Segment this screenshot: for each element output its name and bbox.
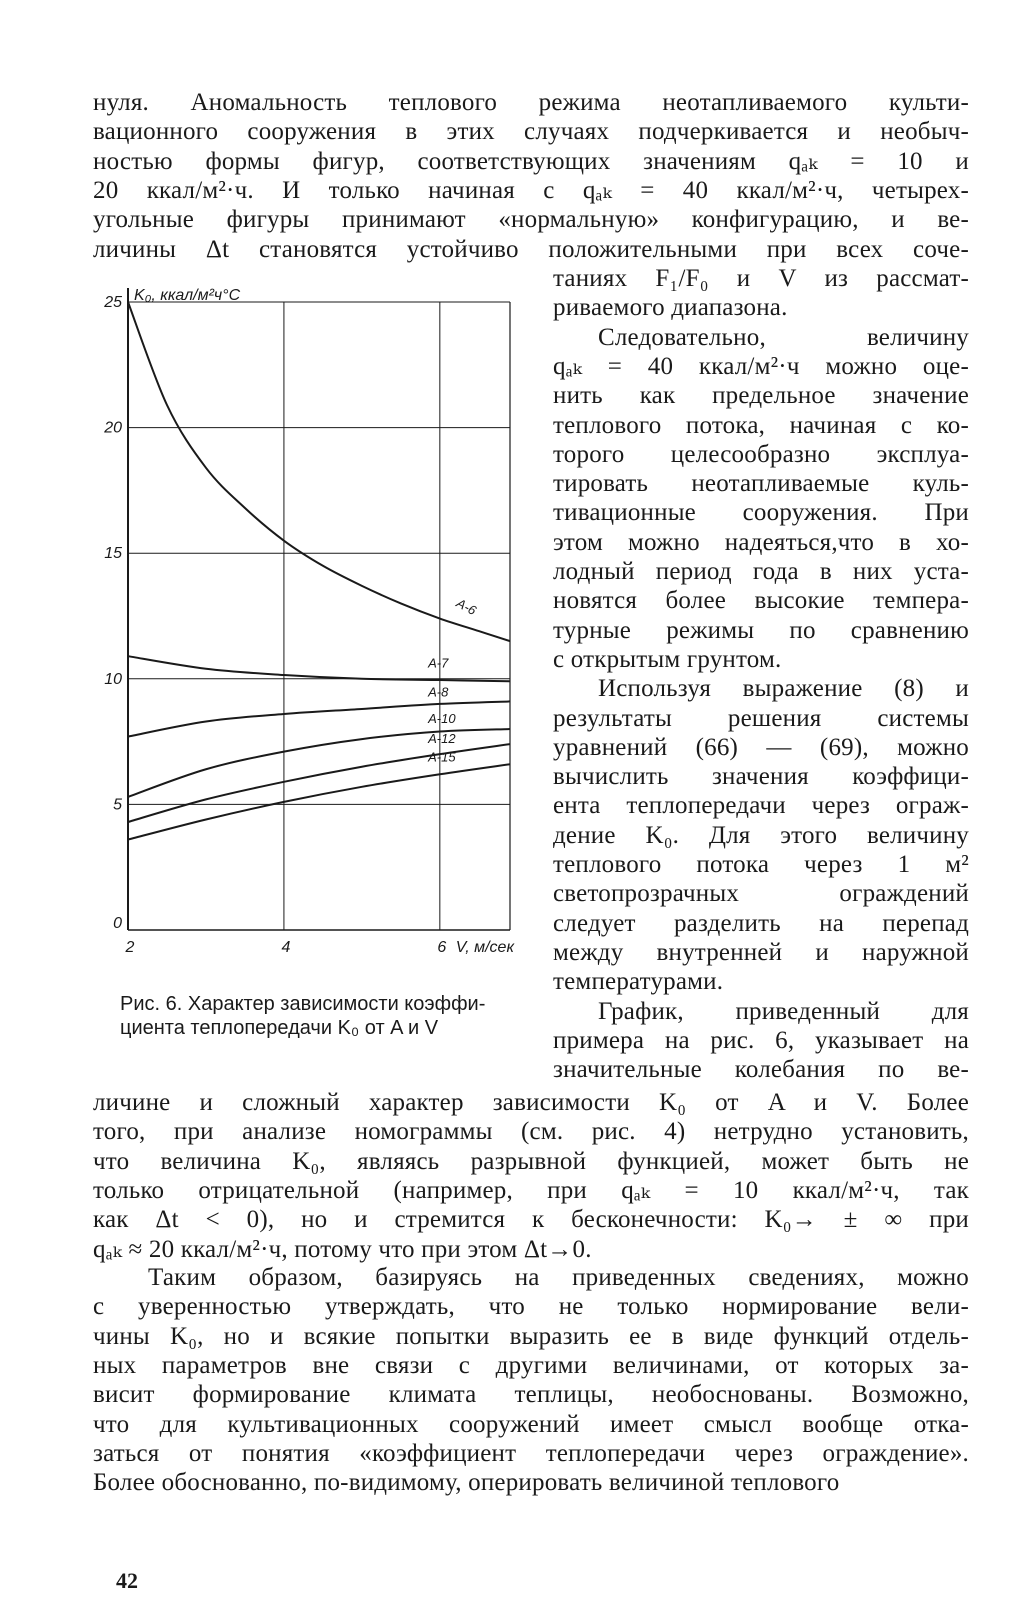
text-line: чины K₀, но и всякие попытки выразить ее в виде функций отдель- <box>93 1322 969 1350</box>
text-line: тировать неотапливаемые куль- <box>553 470 969 498</box>
text-line: следует разделить на перепад <box>553 909 969 937</box>
y-tick-label: 25 <box>104 294 122 311</box>
text-line: нить как предельное значение <box>553 382 969 410</box>
text-line: Следовательно, величину <box>598 323 969 351</box>
curve-label: A-10 <box>428 710 456 726</box>
figure-caption <box>120 992 510 1040</box>
text-line: этом можно надеяться,что в хо- <box>553 528 969 556</box>
text-line: с уверенностью утверждать, что не только нормирование вели- <box>93 1293 969 1321</box>
text-line: дение K₀. Для этого величину <box>553 821 969 849</box>
text-line: с открытым грунтом. <box>553 645 782 673</box>
text-line: ента теплопередачи через ограж- <box>553 792 969 820</box>
text-line: ных параметров вне связи с другими величинами, от которых за- <box>93 1351 969 1379</box>
x-axis-label: V, м/сек <box>455 939 514 956</box>
text-line: Более обоснованно, по-видимому, оперировать величиной теплового <box>93 1469 840 1497</box>
text-line: что величина K₀, являясь разрывной функцией, может быть не <box>93 1147 969 1175</box>
text-line: График, приведенный для <box>598 997 969 1025</box>
text-line: турные режимы по сравнению <box>553 616 969 644</box>
text-line: вычислить значения коэффици- <box>553 763 969 791</box>
y-tick-label: 10 <box>104 670 122 688</box>
y-tick-label: 0 <box>113 915 122 932</box>
text-line: заться от понятия «коэффициент теплопередачи через ограждение». <box>93 1439 969 1467</box>
text-line: Таким образом, базируясь на приведенных сведениях, можно <box>148 1264 969 1291</box>
text-line: что для культивационных сооружений имеет смысл вообще отка- <box>93 1410 969 1438</box>
text-line: висит формирование климата теплицы, необоснованы. Возможно, <box>93 1381 969 1409</box>
text-line: угольные фигуры принимают «нормальную» конфигурацию, и ве- <box>93 206 969 234</box>
curve-label: A-15 <box>428 749 456 765</box>
y-tick-label: 5 <box>113 796 122 814</box>
caption-line-1: Рис. 6. Характер зависимости коэффи- <box>120 993 486 1015</box>
y-tick-label: 20 <box>104 419 122 437</box>
text-line: теплового потока через 1 м² <box>553 851 969 878</box>
text-line: новятся более высокие темпера- <box>553 587 969 615</box>
x-tick-label: 4 <box>281 939 291 956</box>
text-line: вационного сооружения в этих случаях подчеркивается и необыч- <box>93 118 969 146</box>
figure-6-chart <box>100 282 520 982</box>
text-line: как Δt < 0), но и стремится к бесконечности: K₀→ ± ∞ при <box>93 1206 969 1234</box>
text-line: таниях F₁/F₀ и V из рассмат- <box>553 265 969 292</box>
curve-a-7 <box>128 656 510 681</box>
caption-line-2: циента теплопередачи K₀ от A и V <box>120 1017 439 1039</box>
text-line: 20 ккал/м²·ч. И только начиная с qₐₖ = 40 ккал/м²·ч, четырех- <box>93 176 969 204</box>
text-line: результаты решения системы <box>553 704 969 732</box>
text-line: личине и сложный характер зависимости K₀ от A и V. Более <box>93 1089 969 1116</box>
text-line: того, при анализе номограммы (см. рис. 4) нетрудно установить, <box>93 1118 969 1146</box>
curve-label: A-7 <box>428 655 449 671</box>
curve-label: A-6 <box>454 595 479 619</box>
text-line: теплового потока, начиная с ко- <box>553 411 969 439</box>
text-line: значительные колебания по ве- <box>553 1056 969 1084</box>
y-axis-label: K₀, ккал/м²ч°С <box>134 287 241 304</box>
text-line: примера на рис. 6, указывает на <box>553 1026 969 1054</box>
text-line: qₐₖ = 40 ккал/м²·ч можно оце- <box>553 352 969 380</box>
text-line: торого целесообразно эксплуа- <box>553 440 969 468</box>
text-line: лодный период года в них уста- <box>553 558 969 585</box>
curve-a-6 <box>128 302 510 641</box>
curve-label: A-8 <box>428 684 449 700</box>
y-tick-label: 15 <box>104 545 122 563</box>
text-line: нуля. Аномальность теплового режима неотапливаемого культи- <box>93 89 969 116</box>
text-line: светопрозрачных ограждений <box>553 880 969 908</box>
curve-label: A-12 <box>428 730 456 746</box>
text-line: только отрицательной (например, при qₐₖ = 10 ккал/м²·ч, так <box>93 1176 969 1204</box>
text-line: qₐₖ ≈ 20 ккал/м²·ч, потому что при этом Δt→0. <box>93 1235 592 1263</box>
text-line: тивационные сооружения. При <box>553 499 969 527</box>
x-tick-label: 2 <box>125 939 135 956</box>
page-number: 42 <box>116 1568 138 1593</box>
text-line: между внутренней и наружной <box>553 938 969 966</box>
text-line: личины Δt становятся устойчиво положительными при всех соче- <box>93 235 969 263</box>
text-line: температурами. <box>553 968 724 996</box>
text-line: риваемого диапазона. <box>553 294 788 322</box>
text-line: Используя выражение (8) и <box>598 675 969 703</box>
text-line: уравнений (66) — (69), можно <box>553 733 969 761</box>
x-tick-label: 6 <box>437 939 447 956</box>
text-line: ностью формы фигур, соответствующих значениям qₐₖ = 10 и <box>93 147 969 175</box>
